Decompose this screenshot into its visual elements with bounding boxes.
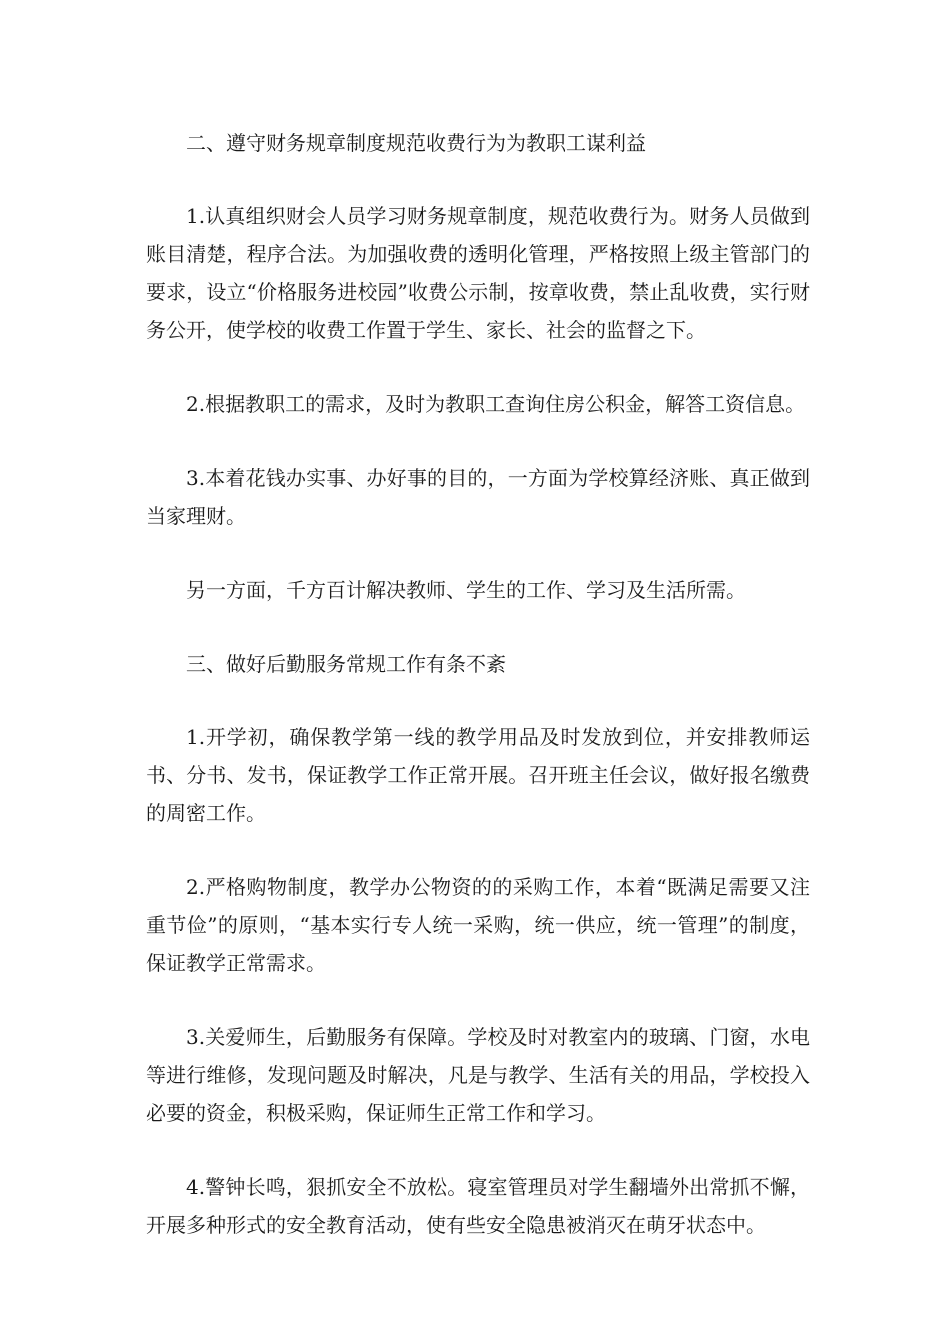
paragraph-3-4: 4.警钟长鸣，狠抓安全不放松。寝室管理员对学生翻墙外出常抓不懈，开展多种形式的安全教育活动，使有些安全隐患被消灭在萌牙状态中。 [146,1175,810,1237]
section-heading-2: 二、遵守财务规章制度规范收费行为为教职工谋利益 [186,131,646,155]
paragraph-3-1: 1.开学初，确保教学第一线的教学用品及时发放到位，并安排教师运书、分书、发书，保证教学工作正常开展。召开班主任会议，做好报名缴费的周密工作。 [146,725,810,825]
paragraph-3-2: 2.严格购物制度，教学办公物资的的采购工作，本着“既满足需要又注重节俭”的原则，“基本实行专人统一采购，统一供应，统一管理”的制度，保证教学正常需求。 [146,875,810,975]
paragraph-2-3-continued: 另一方面，千方百计解决教师、学生的工作、学习及生活所需。 [186,578,746,602]
section-heading-3: 三、做好后勤服务常规工作有条不紊 [186,652,506,676]
paragraph-2-2: 2.根据教职工的需求，及时为教职工查询住房公积金，解答工资信息。 [186,392,806,416]
paragraph-3-3: 3.关爱师生，后勤服务有保障。学校及时对教室内的玻璃、门窗，水电等进行维修，发现问题及时解决，凡是与教学、生活有关的用品，学校投入必要的资金，积极采购，保证师生正常工作和学习。 [146,1025,810,1125]
document-body [146,124,810,1280]
paragraph-2-1: 1.认真组织财会人员学习财务规章制度，规范收费行为。财务人员做到账目清楚，程序合法。为加强收费的透明化管理，严格按照上级主管部门的要求，设立“价格服务进校园”收费公示制，按章收费，禁止乱收费，实行财务公开，使学校的收费工作置于学生、家长、社会的监督之下。 [146,204,810,342]
paragraph-2-3: 3.本着花钱办实事、办好事的目的，一方面为学校算经济账、真正做到当家理财。 [146,466,810,528]
